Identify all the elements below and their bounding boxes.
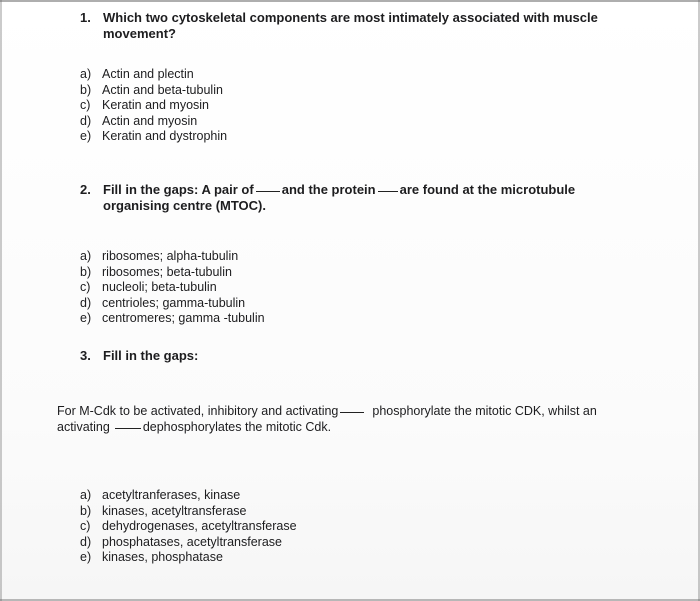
option-item[interactable] [80, 488, 297, 504]
option-letter: e) [80, 129, 92, 143]
option-letter: c) [80, 280, 91, 294]
option-text: dehydrogenases, acetyltransferase [102, 519, 297, 533]
option-letter: a) [80, 67, 92, 81]
option-text: Keratin and myosin [102, 98, 210, 112]
question-2-number: 2. [80, 182, 91, 197]
question-1-text [103, 10, 663, 42]
question-1-number: 1. [80, 10, 91, 25]
option-item[interactable] [80, 249, 265, 265]
option-letter: c) [80, 519, 91, 533]
option-letter: e) [80, 550, 92, 564]
photo-edge-left [0, 0, 2, 601]
option-item[interactable] [80, 296, 265, 312]
question-3-options [80, 488, 297, 566]
question-1-line1: Which two cytoskeletal components are most intimately associated with muscle [103, 10, 598, 25]
option-item[interactable] [80, 504, 297, 520]
question-3-number: 3. [80, 348, 91, 363]
option-text: Keratin and dystrophin [102, 129, 228, 143]
option-text: centrioles; gamma-tubulin [102, 295, 246, 310]
paragraph-line1-b: phosphorylate the mitotic CDK, whilst an [372, 404, 597, 418]
question-1-options [80, 67, 227, 145]
question-1-line2: movement? [103, 26, 176, 41]
question-2-line2: organising centre (MTOC). [103, 198, 266, 213]
option-letter: b) [80, 264, 92, 279]
option-item[interactable] [80, 265, 265, 281]
option-text: Actin and myosin [102, 113, 198, 128]
question-2-text [103, 182, 683, 214]
photo-edge-top [0, 0, 700, 2]
paragraph-line1 [57, 404, 677, 420]
question-2-options [80, 249, 265, 327]
option-item[interactable] [80, 114, 227, 130]
option-item[interactable] [80, 83, 227, 99]
option-text: ribosomes; alpha-tubulin [102, 249, 239, 263]
question-2-part3: are found at the microtubule [399, 182, 576, 197]
option-text: nucleoli; beta-tubulin [102, 280, 217, 294]
question-2-part2: and the protein [281, 182, 376, 197]
option-text: phosphatases, acetyltransferase [102, 534, 282, 549]
option-text: Actin and beta-tubulin [102, 82, 223, 97]
paragraph-line2-a: activating [57, 419, 110, 434]
fill-blank [256, 191, 280, 192]
fill-blank [115, 428, 141, 429]
option-letter: e) [80, 311, 92, 325]
option-item[interactable] [80, 311, 265, 327]
option-text: Actin and plectin [102, 67, 194, 81]
fill-blank [340, 412, 364, 413]
question-2-part1: Fill in the gaps: A pair of [103, 182, 254, 197]
option-item[interactable] [80, 280, 265, 296]
option-letter: a) [80, 249, 92, 263]
option-letter: b) [80, 82, 92, 97]
paragraph-line2 [57, 420, 677, 436]
option-letter: c) [80, 98, 91, 112]
option-text: kinases, phosphatase [102, 550, 223, 564]
option-item[interactable] [80, 535, 297, 551]
option-text: ribosomes; beta-tubulin [102, 264, 232, 279]
option-item[interactable] [80, 519, 297, 535]
option-letter: d) [80, 295, 92, 310]
paragraph-line2-b: dephosphorylates the mitotic Cdk. [142, 419, 332, 434]
option-letter: b) [80, 503, 92, 518]
option-letter: d) [80, 113, 92, 128]
option-item[interactable] [80, 550, 297, 566]
option-letter: d) [80, 534, 92, 549]
option-item[interactable] [80, 98, 227, 114]
question-3-text: Fill in the gaps: [103, 348, 199, 363]
option-letter: a) [80, 488, 92, 502]
paragraph-line1-a: For M-Cdk to be activated, inhibitory and activating [57, 404, 339, 418]
question-3-paragraph [57, 404, 677, 435]
fill-blank [378, 191, 398, 192]
option-text: acetyltranferases, kinase [102, 488, 241, 502]
option-text: centromeres; gamma -tubulin [102, 311, 265, 325]
option-item[interactable] [80, 129, 227, 145]
option-item[interactable] [80, 67, 227, 83]
option-text: kinases, acetyltransferase [102, 503, 247, 518]
question-2-line1 [103, 182, 683, 198]
